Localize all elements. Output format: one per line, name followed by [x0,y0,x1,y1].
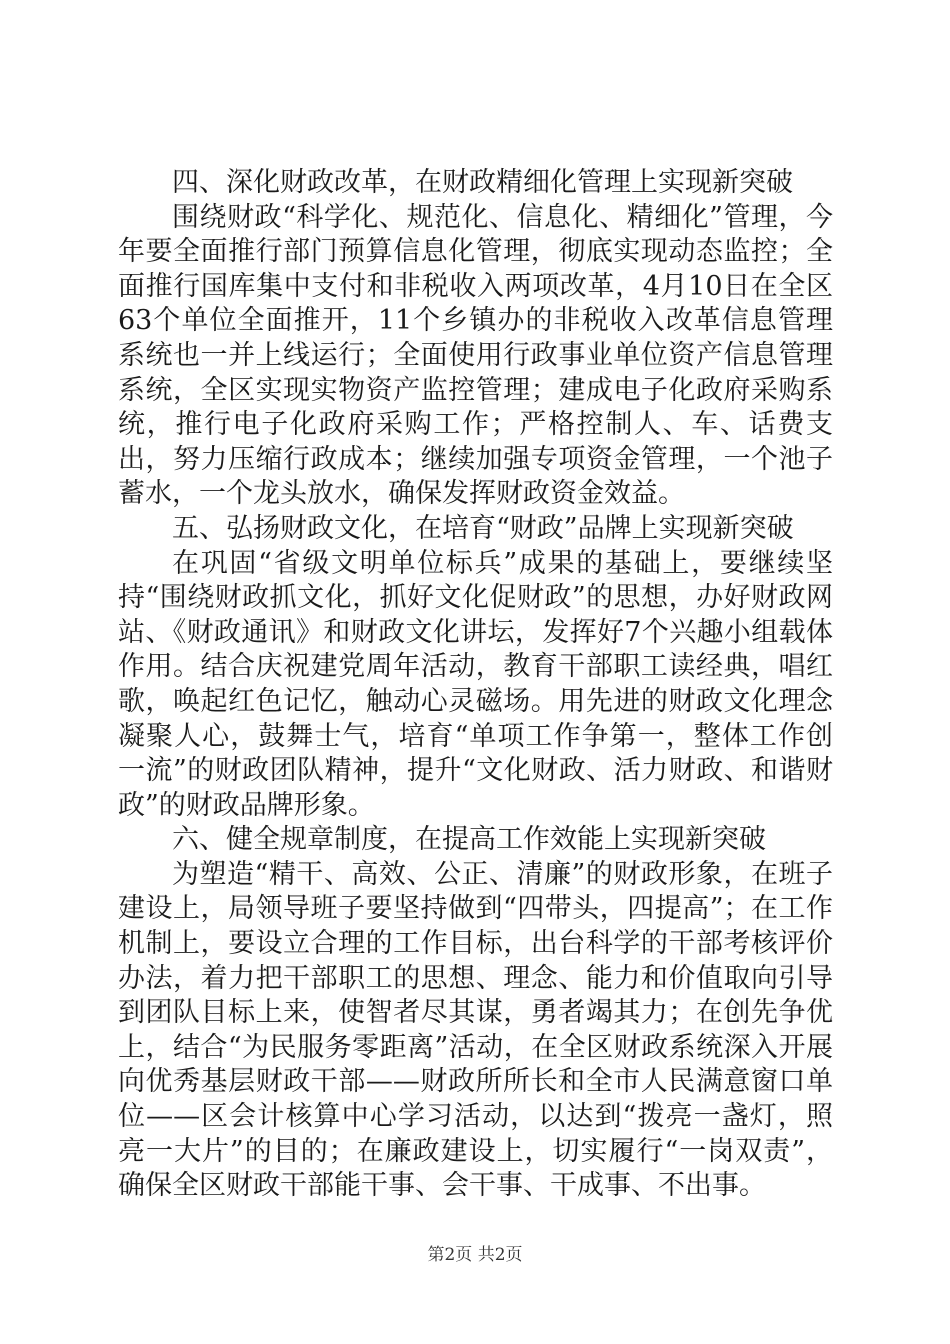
document-body [118,166,833,1204]
section-heading-6: 六、健全规章制度，在提高工作效能上实现新突破 [172,824,766,856]
page-footer: 第2页 共2页 [427,1245,523,1265]
body-paragraph: 为塑造“精干、高效、公正、清廉”的财政形象，在班子建设上，局领导班子要坚持做到“四带头，四提高”；在工作机制上，要设立合理的工作目标，出台科学的干部考核评价办法，着力把干部职工的思想、理念、能力和价值取向引导到团队目标上来，使智者尽其谋，勇者竭其力；在创先争优上，结合“为民服务零距离”活动，在全区财政系统深入开展向优秀基层财政干部——财政所所长和全市人民满意窗口单位——区会计核算中心学习活动，以达到“拨亮一盏灯，照亮一大片”的目的；在廉政建设上，切实履行“一岗双责”，确保全区财政干部能干事、会干事、干成事、不出事。 [118,858,833,1202]
section-heading-4: 四、深化财政改革，在财政精细化管理上实现新突破 [172,167,793,198]
section-heading-5: 五、弘扬财政文化，在培育“财政”品牌上实现新突破 [172,512,794,544]
body-paragraph: 在巩固“省级文明单位标兵”成果的基础上，要继续坚持“围绕财政抓文化，抓好文化促财政”的思想，办好财政网站、《财政通讯》和财政文化讲坛，发挥好7个兴趣小组载体作用。结合庆祝建党周年活动，教育干部职工读经典，唱红歌，唤起红色记忆，触动心灵磁场。用先进的财政文化理念凝聚人心，鼓舞士气，培育“单项工作争第一，整体工作创一流”的财政团队精神，提升“文化财政、活力财政、和谐财政”的财政品牌形象。 [118,547,833,821]
body-paragraph: 围绕财政“科学化、规范化、信息化、精细化”管理，今年要全面推行部门预算信息化管理，彻底实现动态监控；全面推行国库集中支付和非税收入两项改革，4月10日在全区63个单位全面推开，11个乡镇办的非税收入改革信息管理系统也一并上线运行；全面使用行政事业单位资产信息管理系统，全区实现实物资产监控管理；建成电子化政府采购系统，推行电子化政府采购工作；严格控制人、车、话费支出，努力压缩行政成本；继续加强专项资金管理，一个池子蓄水，一个龙头放水，确保发挥财政资金效益。 [118,201,833,510]
